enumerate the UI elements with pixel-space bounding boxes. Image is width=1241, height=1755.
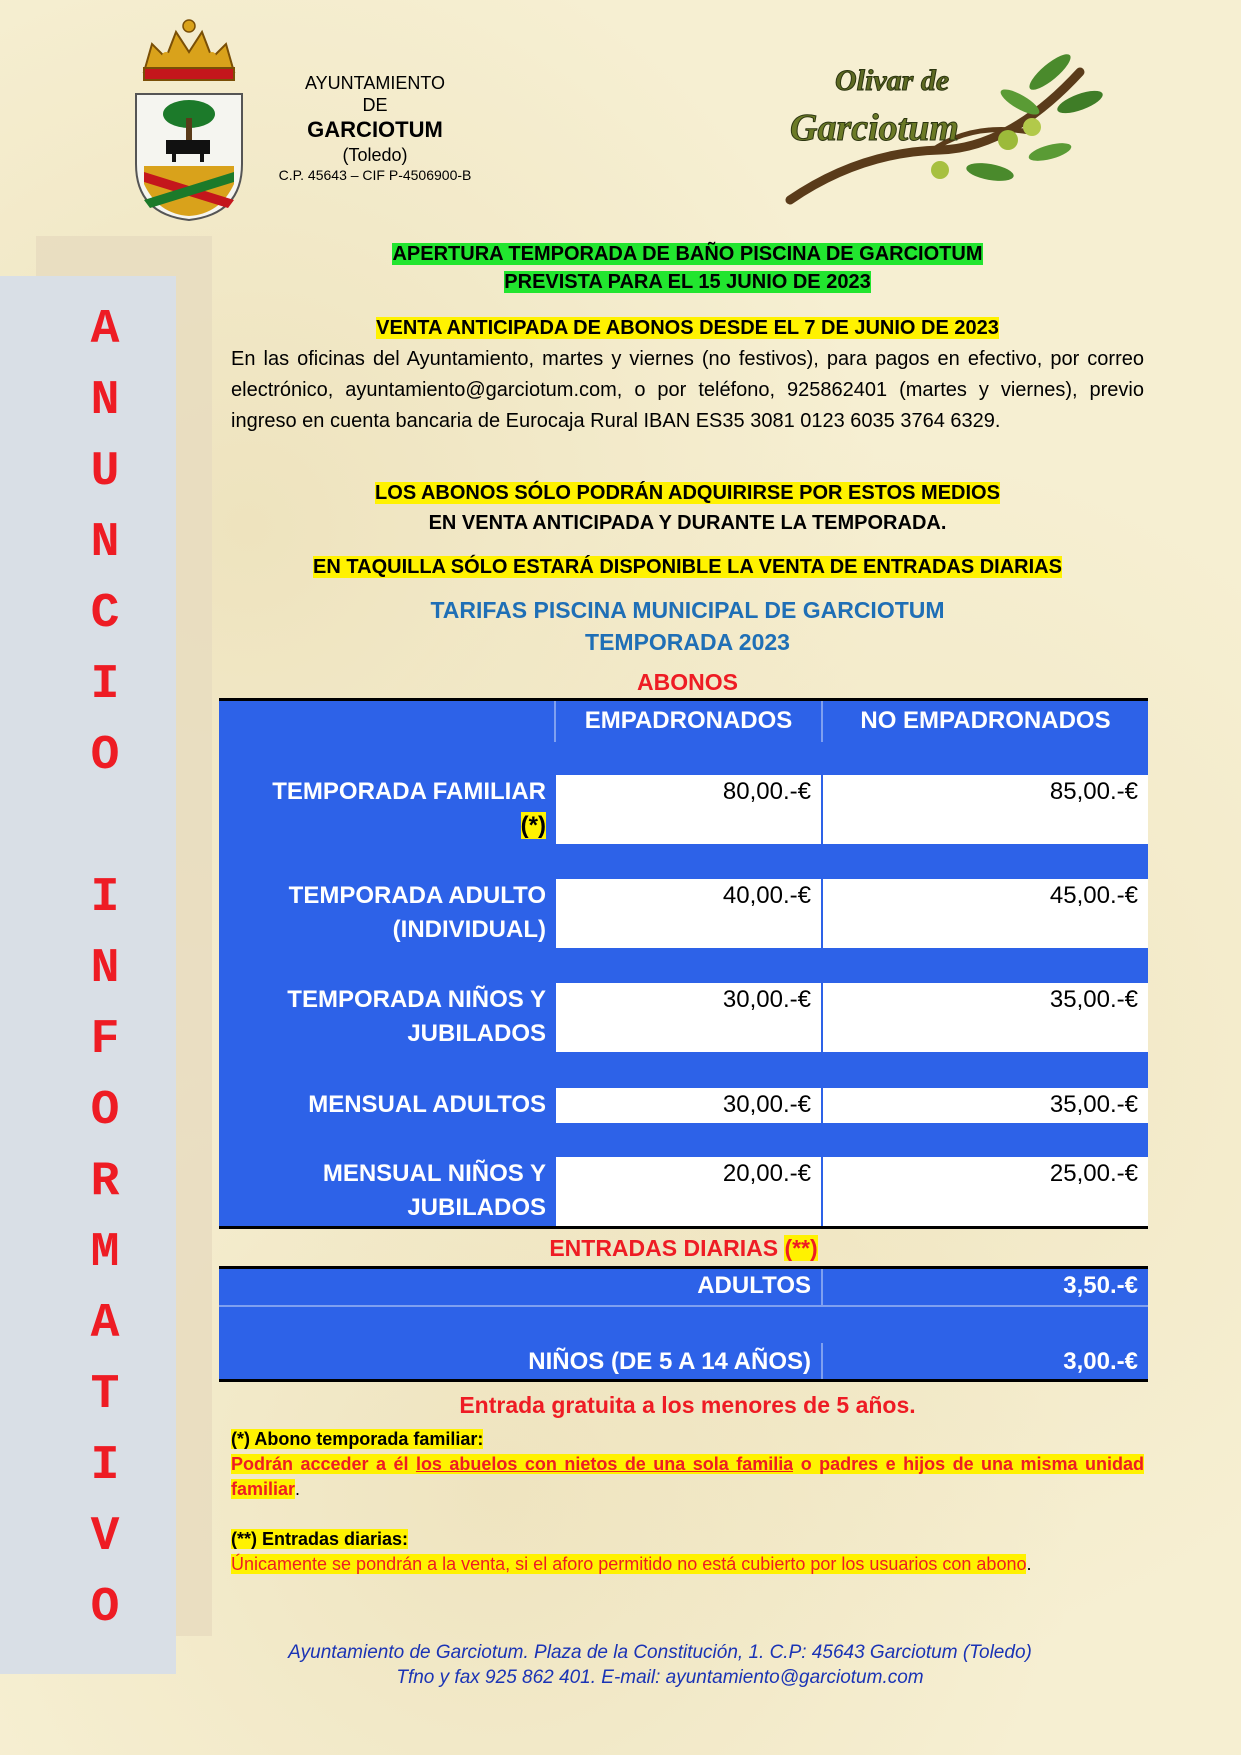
banner-letter: I <box>90 1439 120 1493</box>
title-line2: PREVISTA PARA EL 15 JUNIO DE 2023 <box>504 271 871 293</box>
row-label-line1: TEMPORADA ADULTO <box>288 882 546 909</box>
banner-letter: U <box>90 445 120 499</box>
banner-letter: N <box>90 942 120 996</box>
daily-title-mark: (**) <box>784 1235 818 1261</box>
daily-row-label: ADULTOS <box>697 1272 811 1299</box>
banner-letter: N <box>90 516 120 570</box>
only-line1: LOS ABONOS SÓLO PODRÁN ADQUIRIRSE POR ESTOS MEDIOS <box>375 482 1000 504</box>
banner-letter: V <box>90 1510 120 1564</box>
note2-end: . <box>1026 1554 1032 1574</box>
daily-row-price: 3,50.-€ <box>1063 1272 1138 1299</box>
price-resident: 30,00.-€ <box>556 1088 821 1123</box>
note1-underlined: los abuelos con nietos de una sola familia <box>415 1454 794 1474</box>
logo-text-line1: Olivar de <box>835 64 950 97</box>
row-label-line2: (INDIVIDUAL) <box>392 916 546 943</box>
price-nonresident: 45,00.-€ <box>823 879 1148 948</box>
note2-title: (**) Entradas diarias: <box>231 1529 409 1549</box>
org-name: GARCIOTUM <box>307 117 443 142</box>
table-row-label <box>219 983 556 1053</box>
note2-body <box>231 1552 1144 1577</box>
table-row-label <box>219 879 556 949</box>
banner-letter: T <box>90 1368 120 1422</box>
note1-end: . <box>295 1479 301 1499</box>
presale-heading-block <box>220 314 1155 342</box>
banner-letter: N <box>90 374 120 428</box>
banner-letter: F <box>90 1013 120 1067</box>
presale-body: En las oficinas del Ayuntamiento, martes y viernes (no festivos), para pagos en efectivo, por correo electrónico, ayuntamiento@garciotum.com, o por teléfono, 925862401 (martes y viernes), previo ingreso en cuenta bancaria de Eurocaja Rural IBAN ES35 3081 0123 6035 3764 6329. <box>231 348 1144 432</box>
price-resident: 20,00.-€ <box>556 1157 821 1226</box>
banner-letter: O <box>90 1084 120 1138</box>
table-header-row <box>219 698 1148 742</box>
daily-title-text: ENTRADAS DIARIAS <box>549 1235 779 1261</box>
only-means-block <box>220 478 1155 538</box>
daily-row-price: 3,00.-€ <box>1063 1348 1138 1375</box>
price-nonresident: 25,00.-€ <box>823 1157 1148 1226</box>
footer-contact: Tfno y fax 925 862 401. E-mail: ayuntamiento@garciotum.com <box>396 1667 924 1688</box>
banner-letter: A <box>90 303 120 357</box>
banner-letter: I <box>90 871 120 925</box>
banner-letter: R <box>90 1155 120 1209</box>
only-line2: EN VENTA ANTICIPADA Y DURANTE LA TEMPORADA. <box>428 512 947 534</box>
table-row-label <box>219 775 556 845</box>
tariffs-title <box>220 594 1155 658</box>
banner-letter: C <box>90 587 120 641</box>
row-label-line2: JUBILADOS <box>407 1020 546 1047</box>
col-header-nonresident: NO EMPADRONADOS <box>860 707 1111 734</box>
price-nonresident: 35,00.-€ <box>823 983 1148 1052</box>
presale-heading: VENTA ANTICIPADA DE ABONOS DESDE EL 7 DE JUNIO DE 2023 <box>376 317 999 339</box>
table-bottom-rule <box>219 1379 1148 1382</box>
organization-block <box>240 72 510 184</box>
note1-title: (*) Abono temporada familiar: <box>231 1429 484 1449</box>
tariffs-title-line2: TEMPORADA 2023 <box>585 629 790 655</box>
price-resident: 30,00.-€ <box>556 983 821 1052</box>
row-label-line1: MENSUAL ADULTOS <box>308 1091 546 1118</box>
abonos-title: ABONOS <box>637 669 738 695</box>
row-label-line2: (*) <box>520 812 546 839</box>
daily-entries-title <box>219 1231 1148 1265</box>
banner-letter: M <box>90 1226 120 1280</box>
ticket-office-note: EN TAQUILLA SÓLO ESTARÁ DISPONIBLE LA VENTA DE ENTRADAS DIARIAS <box>313 556 1062 578</box>
price-resident: 80,00.-€ <box>556 775 821 844</box>
ticket-office-block <box>220 552 1155 582</box>
price-resident: 40,00.-€ <box>556 879 821 948</box>
daily-entries-table <box>219 1269 1148 1381</box>
footnotes <box>231 1427 1144 1577</box>
row-divider <box>219 1305 1148 1307</box>
banner-letter: O <box>90 1581 120 1635</box>
municipal-coat-of-arms <box>130 14 248 224</box>
tariffs-title-line1: TARIFAS PISCINA MUNICIPAL DE GARCIOTUM <box>430 597 945 623</box>
table-row-label <box>219 1088 556 1124</box>
org-cp-cif: C.P. 45643 – CIF P-4506900-B <box>278 167 472 183</box>
footer-address: Ayuntamiento de Garciotum. Plaza de la Constitución, 1. C.P: 45643 Garciotum (Toledo) <box>288 1642 1032 1663</box>
org-line1: AYUNTAMIENTO <box>304 73 445 93</box>
banner-letter: O <box>90 729 120 783</box>
note1-body <box>231 1452 1144 1502</box>
banner-letter: A <box>90 1297 120 1351</box>
row-label-line1: MENSUAL NIÑOS Y <box>322 1160 546 1187</box>
org-line2: DE <box>362 95 388 115</box>
opening-title <box>220 240 1155 296</box>
daily-row-label: NIÑOS (DE 5 A 14 AÑOS) <box>528 1348 811 1375</box>
row-label-line2: JUBILADOS <box>407 1194 546 1221</box>
title-line1: APERTURA TEMPORADA DE BAÑO PISCINA DE GARCIOTUM <box>392 243 983 265</box>
note2-text: Únicamente se pondrán a la venta, si el aforo permitido no está cubierto por los usuarios con abono <box>231 1554 1027 1574</box>
logo-text-line2: Garciotum <box>790 107 959 149</box>
price-nonresident: 85,00.-€ <box>823 775 1148 844</box>
free-entry-note: Entrada gratuita a los menores de 5 años. <box>459 1392 916 1418</box>
note1-pre: Podrán acceder a él <box>231 1454 416 1474</box>
col-header-resident: EMPADRONADOS <box>584 707 793 734</box>
table-row-label <box>219 1157 556 1227</box>
olivar-logo <box>780 32 1120 207</box>
footer <box>180 1640 1140 1690</box>
note1-post: o padres e hijos de una misma unidad familiar <box>231 1454 1145 1499</box>
price-table <box>219 698 1148 1298</box>
org-province: (Toledo) <box>342 145 408 165</box>
row-label-line1: TEMPORADA FAMILIAR <box>272 778 546 805</box>
side-banner <box>0 276 176 1674</box>
banner-letter: I <box>90 658 120 712</box>
table-rule <box>219 1226 1148 1229</box>
price-nonresident: 35,00.-€ <box>823 1088 1148 1123</box>
row-label-line1: TEMPORADA NIÑOS Y <box>287 986 546 1013</box>
